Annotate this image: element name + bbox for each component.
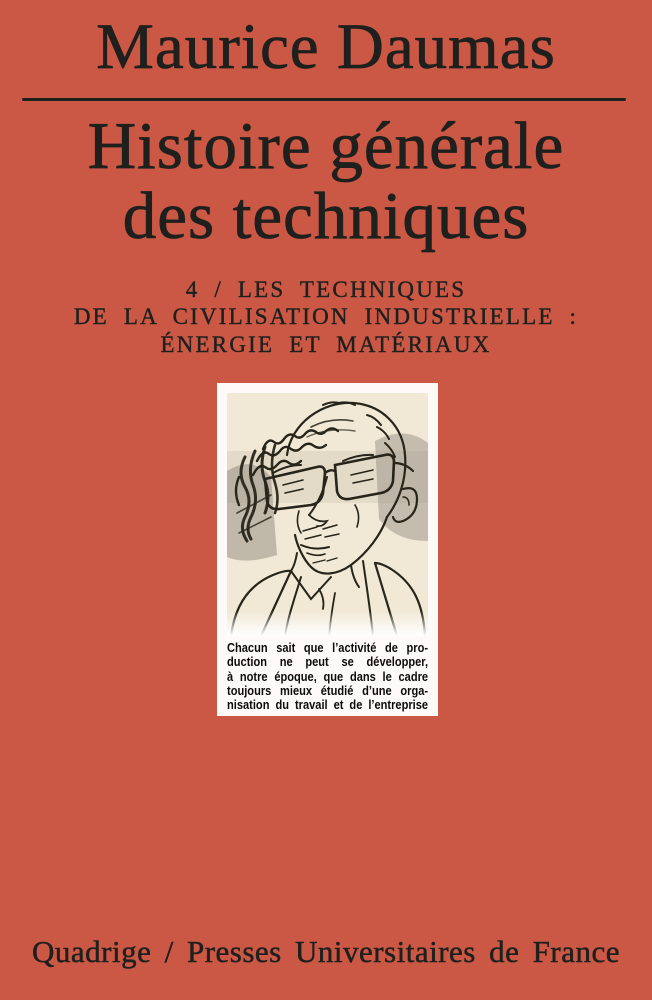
portrait-panel (217, 383, 438, 716)
book-title-line-1: Histoire générale (87, 109, 565, 183)
caption-line-4: toujours mieux étudié d’une orga- (227, 682, 429, 698)
portrait-caption (227, 641, 428, 712)
book-title-line-2: des techniques (122, 179, 530, 253)
publisher-imprint: Quadrige / Presses Universitaires de France (32, 934, 620, 969)
caption-line-3: à notre époque, que dans le cadre (227, 668, 429, 684)
volume-subtitle (0, 276, 652, 358)
divider-rule (22, 98, 626, 101)
caption-line-1: Chacun sait que l’activité de pro- (227, 640, 429, 655)
portrait-sketch-illustration (227, 393, 428, 636)
subtitle-line-1: 4 / LES TECHNIQUES (185, 277, 467, 302)
book-title (0, 111, 652, 251)
author-name: Maurice Daumas (96, 11, 556, 83)
subtitle-line-2: DE LA CIVILISATION INDUSTRIELLE : (73, 304, 579, 330)
subtitle-line-3: ÉNERGIE ET MATÉRIAUX (160, 331, 492, 357)
caption-line-2: duction ne peut se développer, (227, 654, 429, 670)
caption-line-5: nisation du travail et de l’entreprise (227, 697, 429, 713)
